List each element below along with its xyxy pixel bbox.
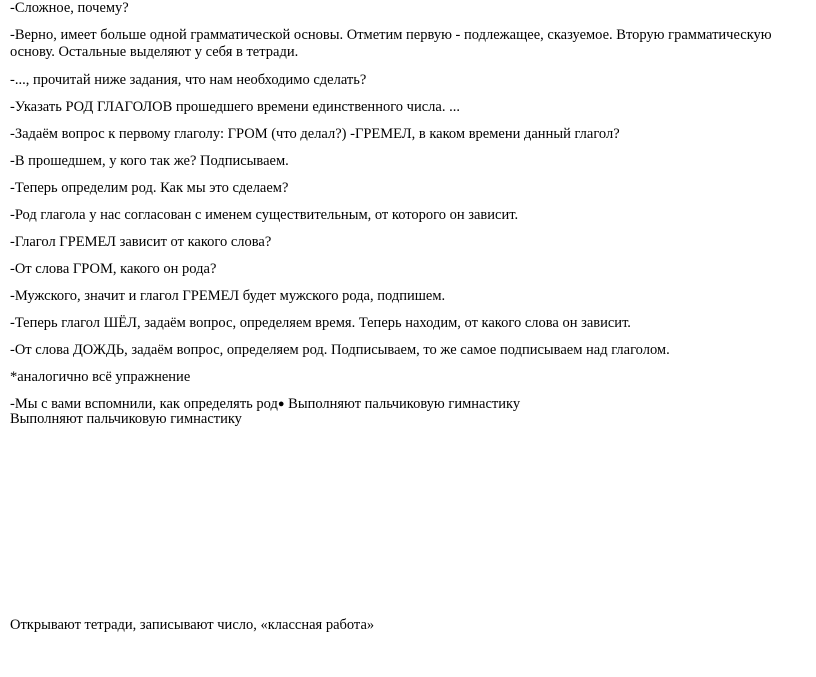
line-10: -От слова ГРОМ, какого он рода? — [10, 261, 217, 277]
line-15-text: -Мы с вами вспомнили, как определять род — [10, 396, 278, 412]
line-2: -Верно, имеет больше одной грамматической основы. Отметим первую - подлежащее, сказуемое. Вторую грамматическую основу. Остальные выделяют у себя в тетради. — [10, 27, 772, 60]
line-3: -..., прочитай ниже задания, что нам необходимо сделать? — [10, 72, 367, 88]
activity-gymnastics: Выполняют пальчиковую гимнастику — [10, 411, 242, 427]
line-9: -Глагол ГРЕМЕЛ зависит от какого слова? — [10, 234, 272, 250]
line-7: -Теперь определим род. Как мы это сделаем? — [10, 180, 289, 196]
line-13: -От слова ДОЖДЬ, задаём вопрос, определяем род. Подписываем, то же самое подписываем над глаголом. — [10, 342, 670, 358]
line-12: -Теперь глагол ШЁЛ, задаём вопрос, определяем время. Теперь находим, от какого слова он зависит. — [10, 315, 631, 331]
activity-notebooks: Открывают тетради, записывают число, «классная работа» — [10, 617, 375, 633]
line-4: -Указать РОД ГЛАГОЛОВ прошедшего времени единственного числа. ... — [10, 99, 460, 115]
line-5: -Задаём вопрос к первому глаголу: ГРОМ (что делал?) -ГРЕМЕЛ, в каком времени данный глагол? — [10, 126, 620, 142]
line-8: -Род глагола у нас согласован с именем существительным, от которого он зависит. — [10, 207, 519, 223]
line-11: -Мужского, значит и глагол ГРЕМЕЛ будет мужского рода, подпишем. — [10, 288, 446, 304]
line-15-activity: Выполняют пальчиковую гимнастику — [284, 396, 521, 412]
line-14: *аналогично всё упражнение — [10, 369, 191, 385]
line-1: -Сложное, почему? — [10, 0, 129, 16]
bullet-icon: ● — [277, 398, 285, 410]
line-6: -В прошедшем, у кого так же? Подписываем. — [10, 153, 289, 169]
